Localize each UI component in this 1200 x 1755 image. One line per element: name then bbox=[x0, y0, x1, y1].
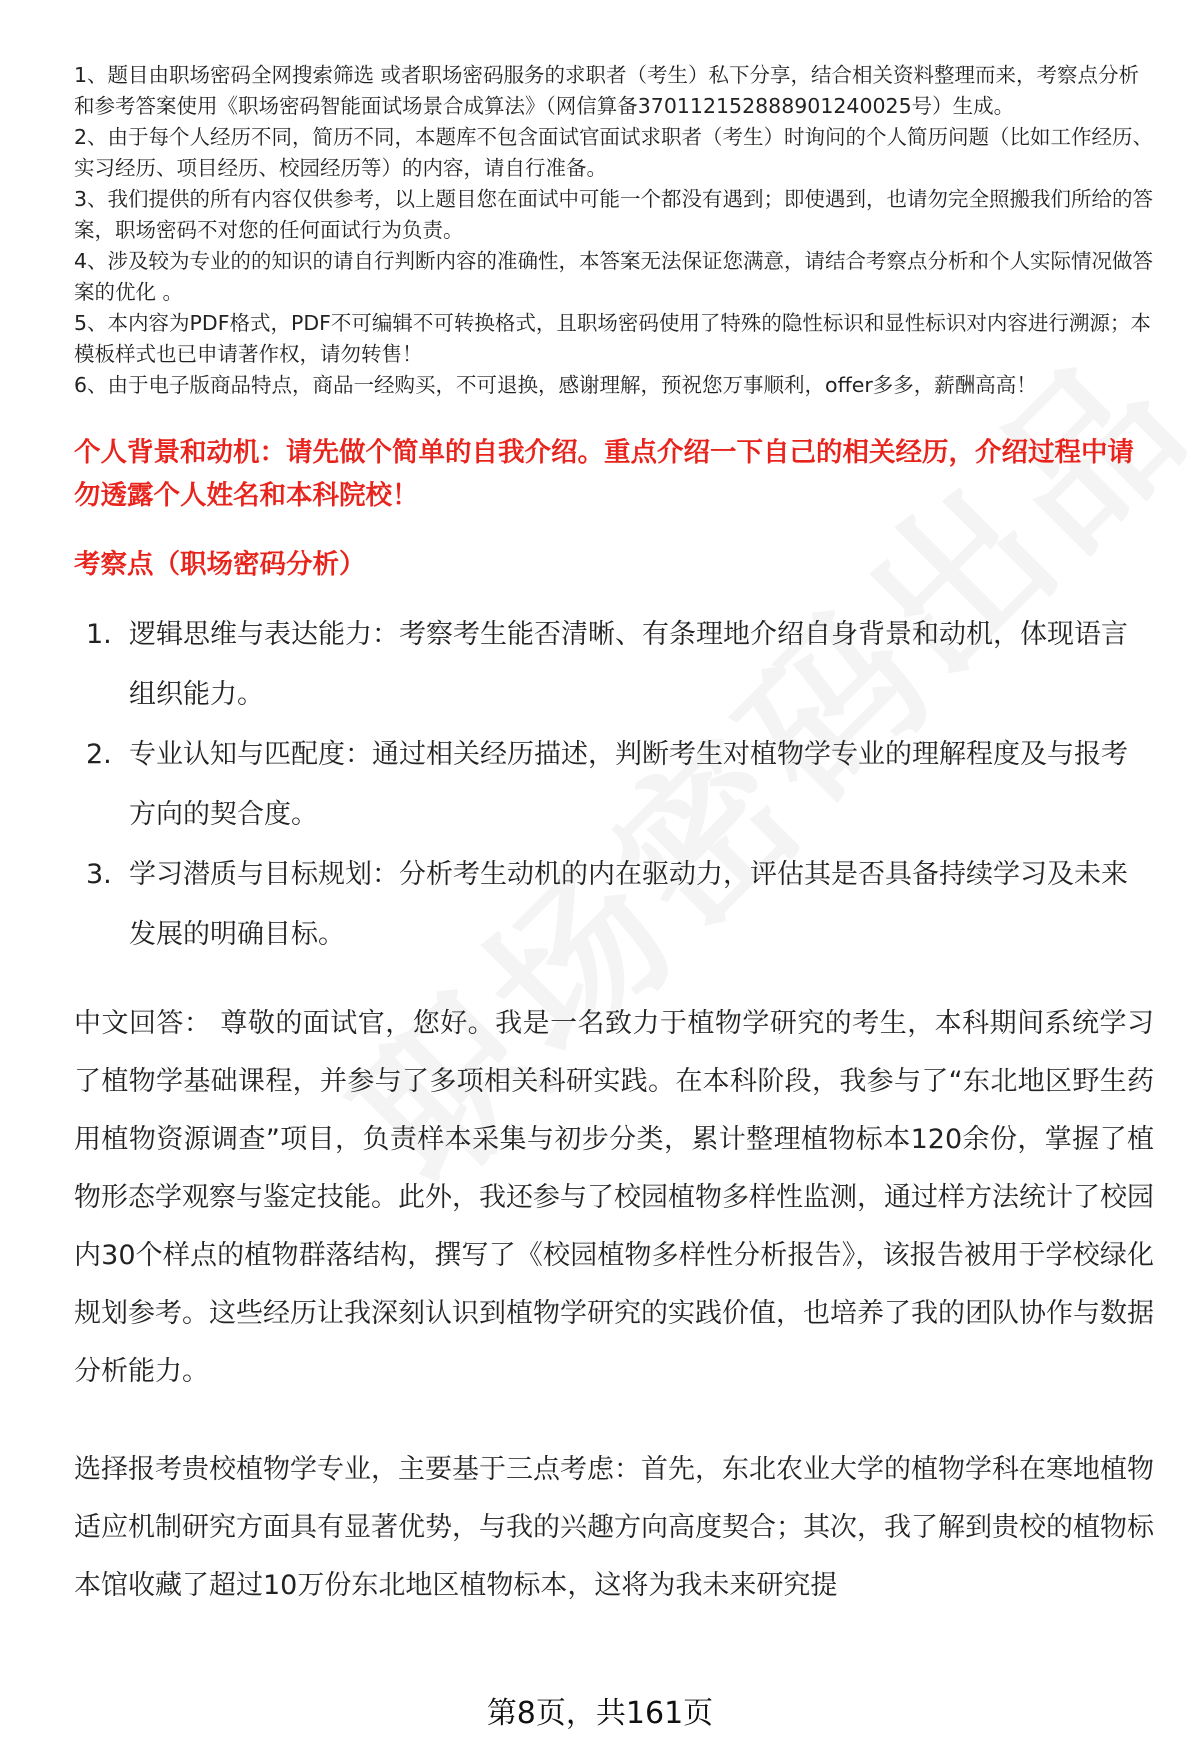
point-number: 2. bbox=[86, 739, 112, 770]
point-text: 学习潜质与目标规划：分析考生动机的内在驱动力，评估其是否具备持续学习及未来发展的明确目标。 bbox=[129, 859, 1128, 950]
analysis-point bbox=[74, 845, 1154, 965]
notice-item: 4、涉及较为专业的的知识的请自行判断内容的准确性，本答案无法保证您满意，请结合考察点分析和个人实际情况做答案的优化 。 bbox=[74, 249, 1154, 304]
notice-item: 5、本内容为PDF格式，PDF不可编辑不可转换格式，且职场密码使用了特殊的隐性标识和显性标识对内容进行溯源；本模板样式也已申请著作权，请勿转售！ bbox=[74, 311, 1151, 366]
analysis-point bbox=[74, 605, 1154, 725]
notice-list bbox=[74, 60, 1154, 401]
interview-question: 个人背景和动机：请先做个简单的自我介绍。重点介绍一下自己的相关经历，介绍过程中请勿透露个人姓名和本科院校！ bbox=[74, 437, 1134, 511]
notice-item: 3、我们提供的所有内容仅供参考，以上题目您在面试中可能一个都没有遇到；即使遇到，也请勿完全照搬我们所给的答案，职场密码不对您的任何面试行为负责。 bbox=[74, 187, 1154, 242]
point-number: 3. bbox=[86, 859, 112, 890]
notice-item: 6、由于电子版商品特点，商品一经购买，不可退换，感谢理解，预祝您万事顺利，offer多多，薪酬高高！ bbox=[74, 373, 1037, 397]
point-text: 逻辑思维与表达能力：考察考生能否清晰、有条理地介绍自身背景和动机，体现语言组织能力。 bbox=[129, 619, 1128, 710]
page-content bbox=[74, 60, 1154, 1642]
notice-item: 1、题目由职场密码全网搜索筛选 或者职场密码服务的求职者（考生）私下分享，结合相关资料整理而来，考察点分析和参考答案使用《职场密码智能面试场景合成算法》（网信算备370112152888901240025号）生成。 bbox=[74, 63, 1140, 118]
page-number: 第8页，共161页 bbox=[486, 1696, 714, 1731]
answer-paragraph: 选择报考贵校植物学专业，主要基于三点考虑：首先，东北农业大学的植物学科在寒地植物适应机制研究方面具有显著优势，与我的兴趣方向高度契合；其次，我了解到贵校的植物标本馆收藏了超过10万份东北地区植物标本，这将为我未来研究提 bbox=[74, 1454, 1154, 1601]
analysis-heading: 考察点（职场密码分析） bbox=[74, 549, 366, 580]
analysis-point bbox=[74, 725, 1154, 845]
point-number: 1. bbox=[86, 619, 112, 650]
point-text: 专业认知与匹配度：通过相关经历描述，判断考生对植物学专业的理解程度及与报考方向的契合度。 bbox=[129, 739, 1128, 830]
analysis-points bbox=[74, 605, 1154, 965]
notice-item: 2、由于每个人经历不同，简历不同，本题库不包含面试官面试求职者（考生）时询问的个人简历问题（比如工作经历、实习经历、项目经历、校园经历等）的内容，请自行准备。 bbox=[74, 125, 1154, 180]
answer-paragraph: 中文回答： 尊敬的面试官，您好。我是一名致力于植物学研究的考生，本科期间系统学习了植物学基础课程，并参与了多项相关科研实践。在本科阶段，我参与了“东北地区野生药用植物资源调查”项目，负责样本采集与初步分类，累计整理植物标本120余份，掌握了植物形态学观察与鉴定技能。此外，我还参与了校园植物多样性监测，通过样方法统计了校园内30个样点的植物群落结构，撰写了《校园植物多样性分析报告》，该报告被用于学校绿化规划参考。这些经历让我深刻认识到植物学研究的实践价值，也培养了我的团队协作与数据分析能力。 bbox=[74, 1008, 1154, 1387]
